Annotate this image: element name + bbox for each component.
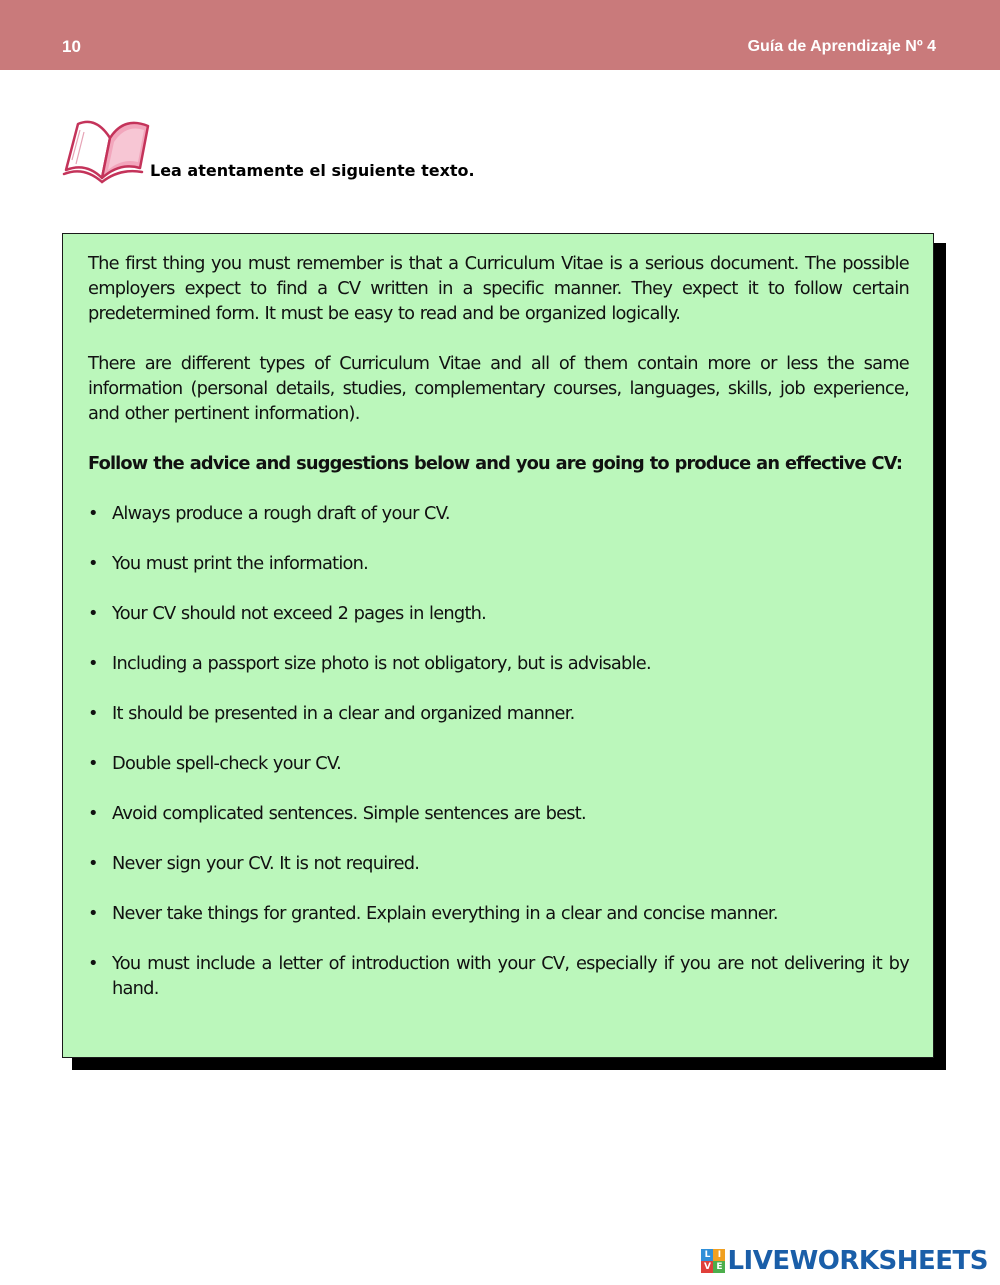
list-item: • Never sign your CV. It is not required.: [88, 851, 909, 876]
list-item: • Avoid complicated sentences. Simple sentences are best.: [88, 801, 909, 826]
header-band: [0, 0, 1000, 70]
liveworksheets-logo-icon: L I V E: [701, 1249, 725, 1273]
list-item: • It should be presented in a clear and organized manner.: [88, 701, 909, 726]
page-number: 10: [62, 37, 81, 56]
cv-types-paragraph: There are different types of Curriculum Vitae and all of them contain more or less the same information (personal details, studies, complementary courses, languages, skills, job experience, and other pertinent information).: [88, 353, 909, 424]
instruction-text: Lea atentamente el siguiente texto.: [150, 161, 475, 180]
liveworksheets-logo: [701, 1247, 988, 1275]
tips-list: [88, 501, 909, 1001]
list-item: • Never take things for granted. Explain everything in a clear and concise manner.: [88, 901, 909, 926]
list-item: • Double spell-check your CV.: [88, 751, 909, 776]
open-book-icon: [60, 112, 154, 184]
list-item: • Your CV should not exceed 2 pages in length.: [88, 601, 909, 626]
advice-heading: Follow the advice and suggestions below and you are going to produce an effective CV:: [88, 453, 903, 474]
list-item: • Including a passport size photo is not obligatory, but is advisable.: [88, 651, 909, 676]
list-item: • You must print the information.: [88, 551, 909, 576]
intro-paragraph: The first thing you must remember is that a Curriculum Vitae is a serious document. The possible employers expect to find a CV written in a specific manner. They expect it to follow certain predetermined form. It must be easy to read and be organized logically.: [88, 253, 909, 324]
list-item: • Always produce a rough draft of your CV.: [88, 501, 909, 526]
reading-text-box: [62, 233, 934, 1058]
list-item: • You must include a letter of introduction with your CV, especially if you are not delivering it by hand.: [88, 951, 909, 1001]
logo-text: LIVEWORKSHEETS: [727, 1246, 988, 1276]
guide-title: Guía de Aprendizaje Nº 4: [747, 38, 936, 55]
